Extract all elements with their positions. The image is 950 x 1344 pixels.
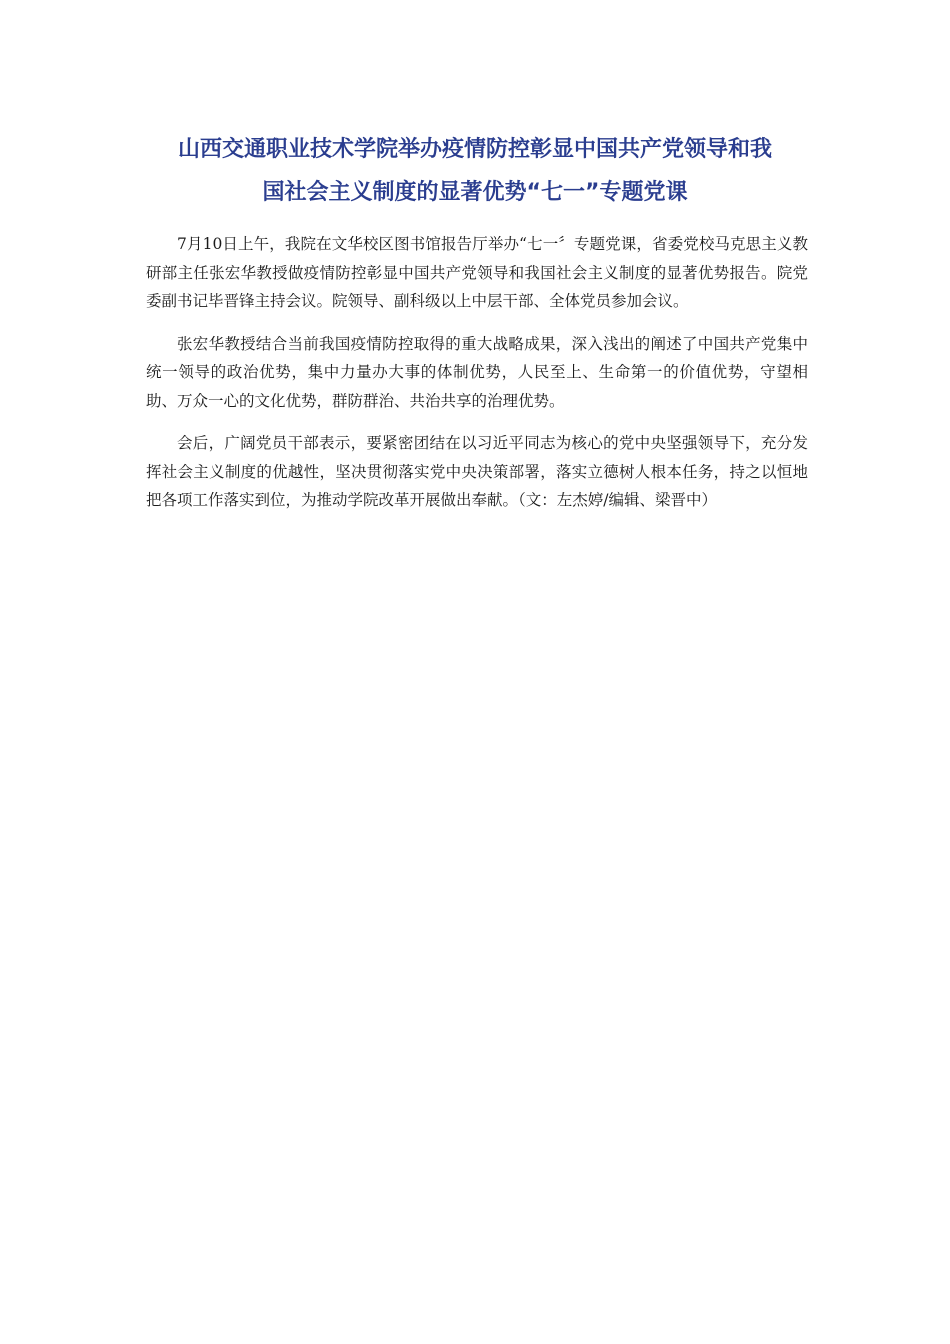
paragraph-1: 7月10日上午，我院在文华校区图书馆报告厅举办“七一〞专题党课，省委党校马克思主义教研部主任张宏华教授做疫情防控彰显中国共产党领导和我国社会主义制度的显著优势报告。院党委副书记毕晋锋主持会议。院领导、副科级以上中层干部、全体党员参加会议。 — [146, 235, 808, 310]
paragraph-3: 会后，广阔党员干部表示，要紧密团结在以习近平同志为核心的党中央坚强领导下，充分发挥社会主义制度的优越性，坚决贯彻落实党中央决策部署，落实立德树人根本任务，持之以恒地把各项工作落实到位，为推动学院改革开展做出奉献。（文：左杰婷/编辑、梁晋中） — [146, 434, 808, 509]
title-line-2: 国社会主义制度的显著优势“七一”专题党课 — [262, 180, 688, 205]
document-body — [146, 230, 808, 529]
paragraph-2: 张宏华教授结合当前我国疫情防控取得的重大战略成果，深入浅出的阐述了中国共产党集中统一领导的政治优势，集中力量办大事的体制优势，人民至上、生命第一的价值优势，守望相助、万众一心的文化优势，群防群治、共治共享的治理优势。 — [146, 334, 808, 410]
document-title — [120, 128, 830, 214]
title-line-1: 山西交通职业技术学院举办疫情防控彰显中国共产党领导和我 — [177, 137, 772, 162]
